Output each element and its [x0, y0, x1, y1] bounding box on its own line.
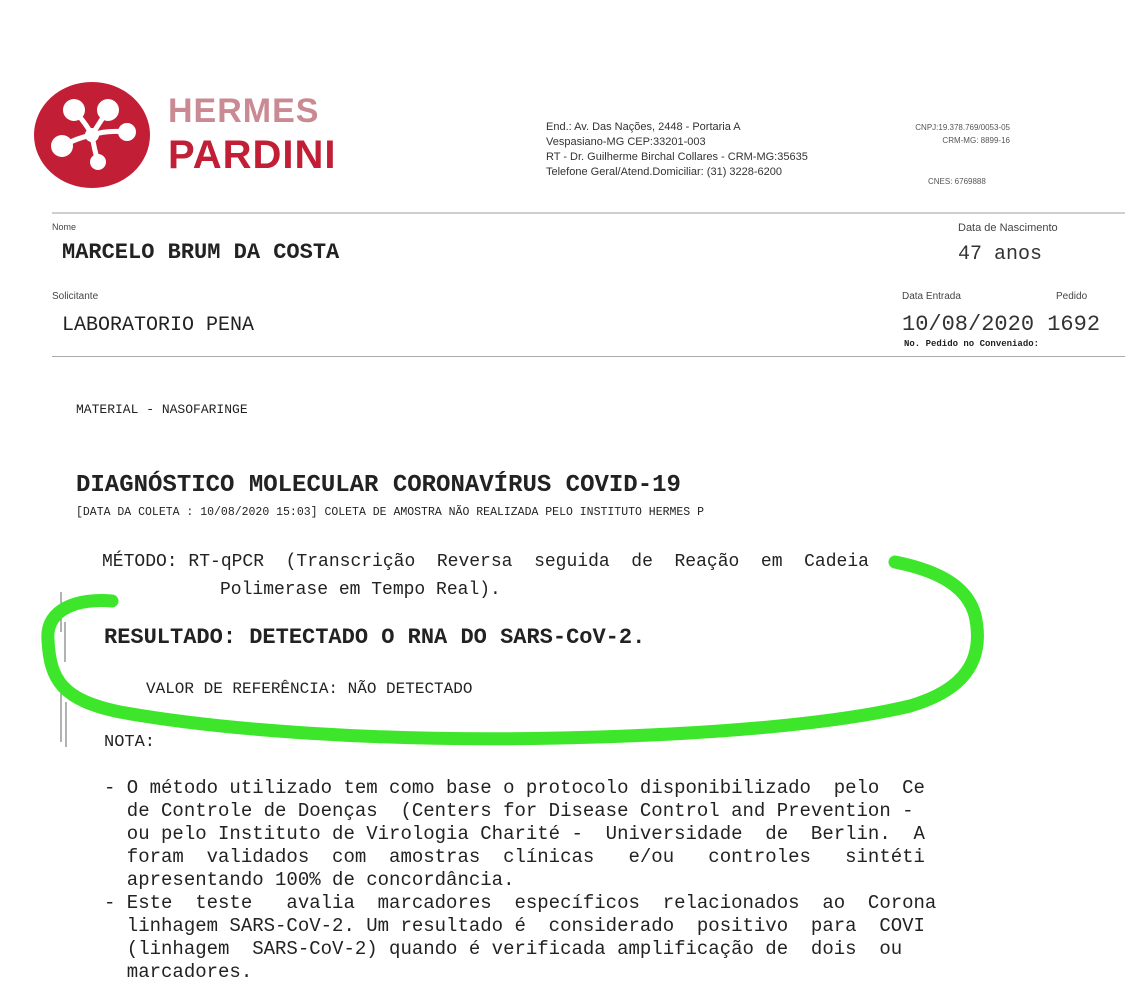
- lab-registrations: [862, 121, 1010, 147]
- nota-line: - Este teste avalia marcadores específicos relacionados ao Corona: [104, 892, 937, 914]
- nota-line: (linhagem SARS-CoV-2) quando é verificada amplificação de dois ou: [104, 938, 903, 960]
- cnes: CNES: 6769888: [928, 177, 986, 186]
- nota-line: apresentando 100% de concordância.: [104, 869, 515, 891]
- nota-line: foram validados com amostras clínicas e/ou controles sintéti: [104, 846, 925, 868]
- address-line: End.: Av. Das Nações, 2448 - Portaria A: [546, 121, 741, 133]
- cnpj: CNPJ:19.378.769/0053-05: [915, 123, 1010, 132]
- brand-line-2: PARDINI: [168, 133, 337, 177]
- patient-name: MARCELO BRUM DA COSTA: [62, 240, 340, 265]
- lab-address: [546, 120, 808, 180]
- material: MATERIAL - NASOFARINGE: [76, 402, 248, 417]
- nota-line: ou pelo Instituto de Virologia Charité - Universidade de Berlin. A: [104, 823, 925, 845]
- patient-age: 47 anos: [958, 243, 1043, 266]
- solicitante-label: Solicitante: [52, 291, 99, 302]
- patient-divider: [52, 356, 1125, 357]
- brand-line-1: HERMES: [168, 92, 320, 130]
- nota-line: - O método utilizado tem como base o protocolo disponibilizado pelo Ce: [104, 777, 925, 799]
- nota-line: de Controle de Doenças (Centers for Disease Control and Prevention -: [104, 800, 914, 822]
- solicitante: LABORATORIO PENA: [62, 314, 255, 337]
- nota-line: linhagem SARS-CoV-2. Um resultado é considerado positivo para COVI: [104, 915, 925, 937]
- address-line: RT - Dr. Guilherme Birchal Collares - CRM-MG:35635: [546, 151, 808, 163]
- entry-date-and-order: 10/08/2020 1692: [902, 312, 1101, 337]
- nota-line: marcadores.: [104, 961, 253, 983]
- hermes-pardini-logo-icon: [32, 80, 152, 190]
- data-entrada-label: Data Entrada: [902, 291, 961, 302]
- crm: CRM-MG: 8899-16: [942, 136, 1010, 145]
- nome-label: Nome: [52, 222, 77, 232]
- nota-text: [104, 754, 936, 1007]
- pedido-label: Pedido: [1056, 291, 1088, 302]
- method-line-1: MÉTODO: RT-qPCR (Transcrição Reversa seguida de Reação em Cadeia: [102, 552, 869, 572]
- nascimento-label: Data de Nascimento: [958, 222, 1058, 234]
- address-line: Vespasiano-MG CEP:33201-003: [546, 136, 706, 148]
- pedido-conveniado: No. Pedido no Conveniado:: [904, 339, 1040, 349]
- side-signature-mark: [57, 592, 71, 752]
- header-divider: [52, 212, 1125, 214]
- nota-label: NOTA:: [104, 733, 156, 752]
- exam-title: DIAGNÓSTICO MOLECULAR CORONAVÍRUS COVID-19: [76, 472, 681, 499]
- brand-name: [168, 92, 336, 178]
- collection-info: [DATA DA COLETA : 10/08/2020 15:03] COLETA DE AMOSTRA NÃO REALIZADA PELO INSTITUTO HERMES P: [76, 506, 705, 519]
- address-line: Telefone Geral/Atend.Domiciliar: (31) 3228-6200: [546, 166, 783, 178]
- reference-value: VALOR DE REFERÊNCIA: NÃO DETECTADO: [146, 680, 473, 698]
- method-line-2: Polimerase em Tempo Real).: [220, 580, 501, 600]
- result: RESULTADO: DETECTADO O RNA DO SARS-CoV-2.: [104, 625, 646, 650]
